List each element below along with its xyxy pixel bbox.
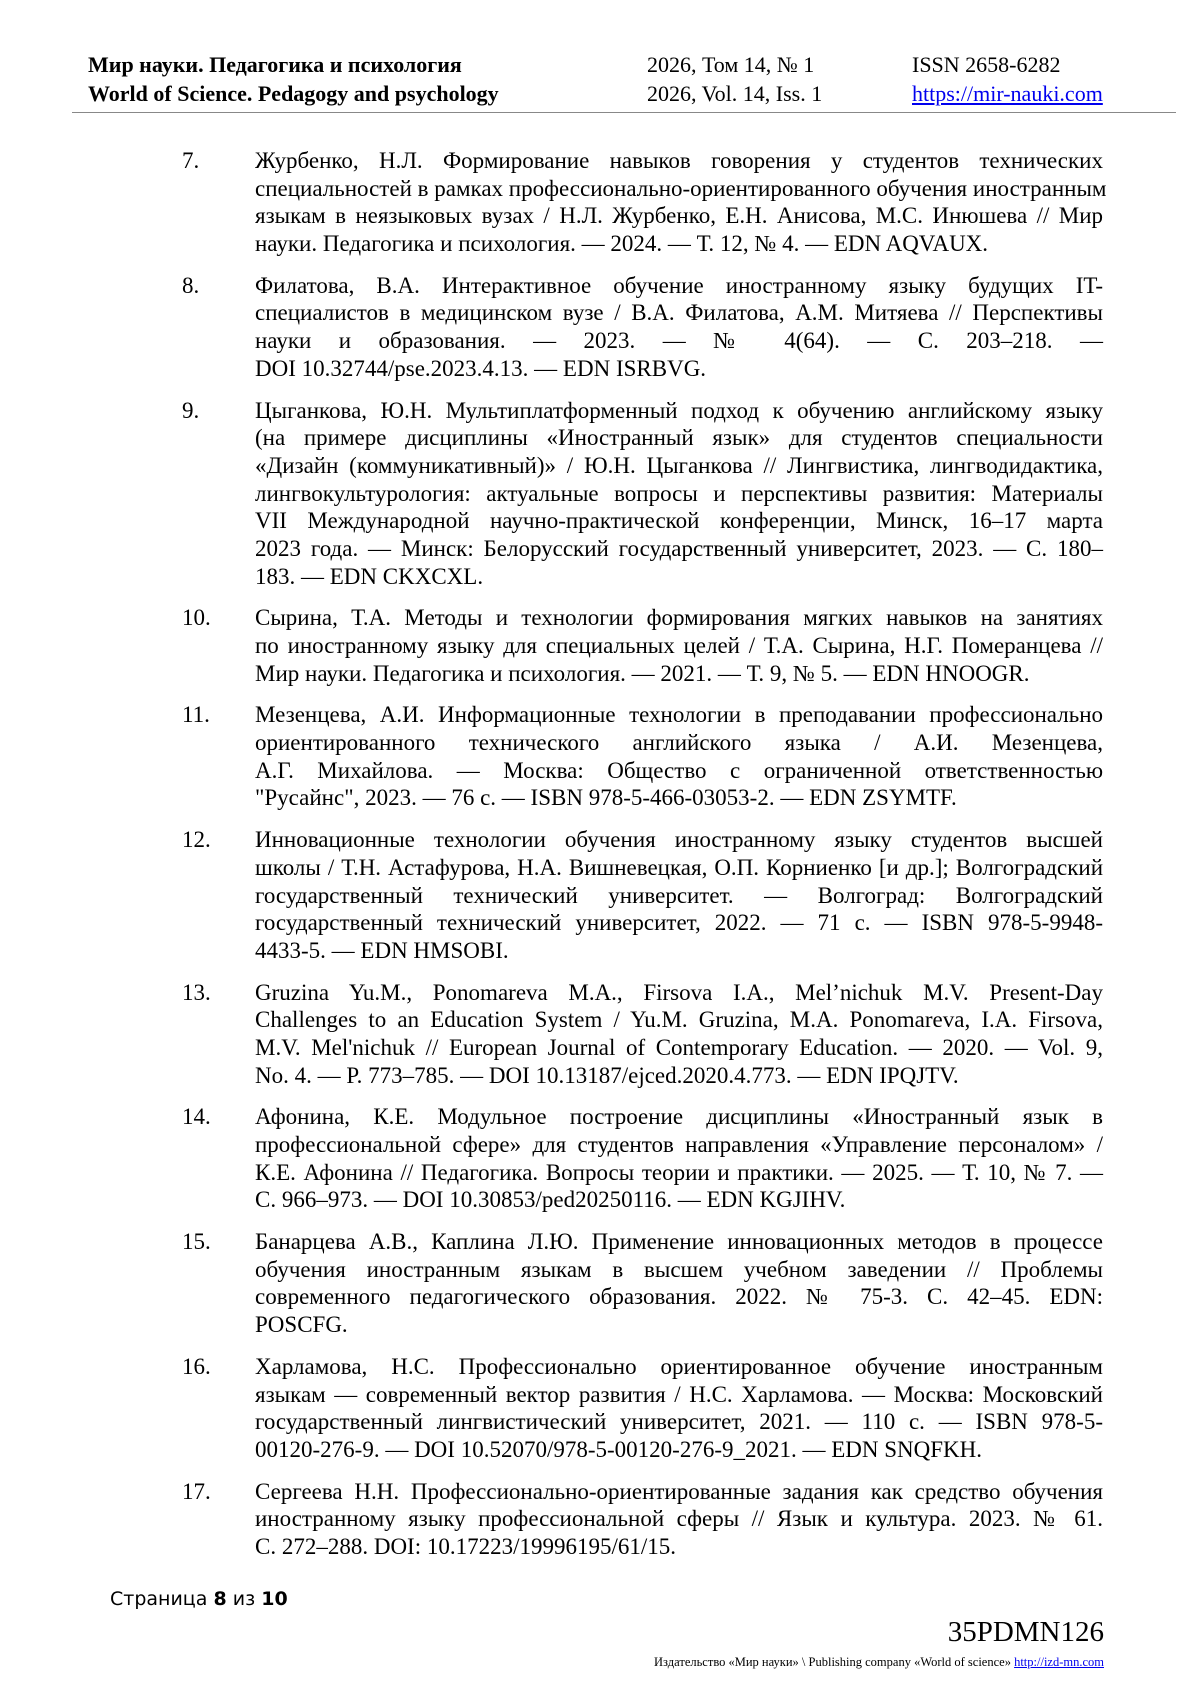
journal-title-ru: Мир науки. Педагогика и психология xyxy=(88,52,462,77)
reference-text xyxy=(255,826,1103,964)
reference-number: 14. xyxy=(182,1104,211,1130)
reference-line: Сергеева Н.Н. Профессионально-ориентированные задания как средство обучения xyxy=(255,1478,1103,1504)
reference-line: Харламова, Н.С. Профессионально ориентированное обучение иностранным xyxy=(255,1353,1103,1379)
reference-item xyxy=(0,701,1200,812)
reference-line: (на примере дисциплины «Иностранный язык» для студентов специальности xyxy=(255,425,1103,451)
reference-number: 10. xyxy=(182,605,211,631)
reference-line: специалистов в медицинском вузе / В.А. Филатова, А.М. Митяева // Перспективы xyxy=(255,300,1103,326)
reference-text xyxy=(255,1353,1103,1464)
page-current: 8 xyxy=(213,1588,227,1610)
issn-block xyxy=(912,50,1103,108)
page-total: 10 xyxy=(261,1588,288,1610)
reference-line: «Дизайн (коммуникативный)» / Ю.Н. Цыганкова // Лингвистика, лингводидактика, xyxy=(255,452,1103,478)
reference-number: 8. xyxy=(182,272,200,298)
reference-line: государственный технический университет. — Волгоград: Волгоградский xyxy=(255,882,1103,908)
issue-en: 2026, Vol. 14, Iss. 1 xyxy=(647,81,823,106)
reference-text xyxy=(255,1228,1103,1339)
reference-text xyxy=(255,147,1107,258)
issue-block xyxy=(647,50,822,108)
reference-line: по иностранному языку для специальных целей / Т.А. Сырина, Н.Г. Померанцева // xyxy=(255,633,1103,658)
reference-line: Сырина, Т.А. Методы и технологии формирования мягких навыков на занятиях xyxy=(255,605,1103,631)
reference-text xyxy=(255,397,1103,591)
reference-line: профессиональной сфере» для студентов направления «Управление персоналом» / xyxy=(255,1132,1103,1157)
issue-ru: 2026, Том 14, № 1 xyxy=(647,52,815,77)
journal-title-block xyxy=(88,50,499,108)
reference-line: науки. Педагогика и психология. — 2024. — Т. 12, № 4. — EDN AQVAUX. xyxy=(255,231,989,257)
publisher-text: Издательство «Мир науки» \ Publishing company «World of science» xyxy=(654,1655,1011,1669)
reference-line: Gruzina Yu.M., Ponomareva M.A., Firsova I.A., Mel’nichuk M.V. Present-Day xyxy=(255,979,1103,1005)
reference-line: современного педагогического образования. 2022. № 75-3. С. 42–45. EDN: xyxy=(255,1284,1103,1310)
publisher-line xyxy=(654,1655,1104,1670)
reference-line: Журбенко, Н.Л. Формирование навыков говорения у студентов технических xyxy=(255,148,1103,173)
reference-text xyxy=(255,1478,1103,1561)
reference-line: специальностей в рамках профессионально-ориентированного обучения иностранным xyxy=(255,175,1107,201)
reference-item xyxy=(0,979,1200,1090)
reference-line: Мезенцева, А.И. Информационные технологии в преподавании профессионально xyxy=(255,702,1103,728)
page-prefix: Страница xyxy=(110,1588,208,1610)
page-separator: из xyxy=(232,1588,256,1610)
reference-line: Мир науки. Педагогика и психология. — 2021. — Т. 9, № 5. — EDN HNOOGR. xyxy=(255,660,1030,686)
reference-line: школы / Т.Н. Астафурова, Н.А. Вишневецкая, О.П. Корниенко [и др.]; Волгоградский xyxy=(255,854,1103,880)
reference-line: 4433-5. — EDN HMSOBI. xyxy=(255,937,509,963)
reference-line: лингвокультурология: актуальные вопросы и перспективы развития: Материалы xyxy=(255,480,1103,506)
page-number xyxy=(110,1588,288,1610)
reference-line: Цыганкова, Ю.Н. Мультиплатформенный подход к обучению английскому языку xyxy=(255,397,1103,423)
reference-line: DOI 10.32744/pse.2023.4.13. — EDN ISRBVG. xyxy=(255,355,707,381)
reference-item xyxy=(0,826,1200,964)
reference-text xyxy=(255,979,1103,1090)
reference-line: государственный технический университет, 2022. — 71 с. — ISBN 978-5-9948- xyxy=(255,910,1103,936)
journal-url-link[interactable]: https://mir-nauki.com xyxy=(912,81,1103,106)
reference-line: государственный лингвистический университет, 2021. — 110 с. — ISBN 978-5- xyxy=(255,1409,1103,1435)
reference-line: Банарцева А.В., Каплина Л.Ю. Применение инновационных методов в процессе xyxy=(255,1229,1103,1255)
reference-item xyxy=(0,397,1200,591)
reference-line: No. 4. — P. 773–785. — DOI 10.13187/ejced.2020.4.773. — EDN IPQJTV. xyxy=(255,1062,959,1088)
reference-item xyxy=(0,272,1200,383)
reference-text xyxy=(255,1103,1103,1214)
reference-line: науки и образования. — 2023. — № 4(64). — С. 203–218. — xyxy=(255,328,1103,354)
reference-line: К.Е. Афонина // Педагогика. Вопросы теории и практики. — 2025. — Т. 10, № 7. — xyxy=(255,1159,1103,1185)
reference-line: ориентированного технического английского языка / А.И. Мезенцева, xyxy=(255,730,1103,756)
reference-text xyxy=(255,604,1103,687)
reference-line: 2023 года. — Минск: Белорусский государственный университет, 2023. — С. 180– xyxy=(255,535,1103,561)
reference-line: M.V. Mel'nichuk // European Journal of Contemporary Education. — 2020. — Vol. 9, xyxy=(255,1034,1103,1060)
reference-item xyxy=(0,1478,1200,1561)
reference-text xyxy=(255,272,1103,383)
publisher-link[interactable]: http://izd-mn.com xyxy=(1014,1655,1104,1669)
page-header xyxy=(72,50,1176,113)
reference-number: 11. xyxy=(182,702,210,728)
reference-item xyxy=(0,1353,1200,1464)
reference-item xyxy=(0,147,1200,258)
reference-text xyxy=(255,701,1103,812)
reference-line: А.Г. Михайлова. — Москва: Общество с ограниченной ответственностью xyxy=(255,757,1103,783)
reference-number: 15. xyxy=(182,1229,211,1255)
reference-item xyxy=(0,1228,1200,1339)
reference-line: Инновационные технологии обучения иностранному языку студентов высшей xyxy=(255,827,1103,853)
reference-line: 183. — EDN CKXCXL. xyxy=(255,563,484,589)
reference-line: Филатова, В.А. Интерактивное обучение иностранному языку будущих IT- xyxy=(255,272,1103,298)
reference-line: Афонина, К.Е. Модульное построение дисциплины «Иностранный язык в xyxy=(255,1104,1103,1130)
reference-number: 9. xyxy=(182,397,200,423)
reference-item xyxy=(0,604,1200,687)
reference-number: 16. xyxy=(182,1353,211,1379)
reference-line: Challenges to an Education System / Yu.M. Gruzina, M.A. Ponomareva, I.A. Firsova, xyxy=(255,1007,1103,1033)
reference-line: "Русайнс", 2023. — 76 с. — ISBN 978-5-466-03053-2. — EDN ZSYMTF. xyxy=(255,785,957,811)
reference-line: языкам — современный вектор развития / Н.С. Харламова. — Москва: Московский xyxy=(255,1381,1103,1407)
reference-line: С. 966–973. — DOI 10.30853/ped20250116. — EDN KGJIHV. xyxy=(255,1187,846,1213)
reference-line: 00120-276-9. — DOI 10.52070/978-5-00120-276-9_2021. — EDN SNQFKH. xyxy=(255,1436,983,1462)
reference-number: 13. xyxy=(182,979,211,1005)
reference-list xyxy=(0,147,1200,1575)
reference-line: POSCFG. xyxy=(255,1312,348,1338)
reference-line: языкам в неязыковых вузах / Н.Л. Журбенко, Е.Н. Анисова, М.С. Инюшева // Мир xyxy=(255,203,1103,229)
reference-number: 7. xyxy=(182,148,200,173)
reference-line: иностранному языку профессиональной сферы // Язык и культура. 2023. № 61. xyxy=(255,1506,1103,1532)
reference-number: 12. xyxy=(182,827,211,853)
reference-line: VII Международной научно-практической конференции, Минск, 16–17 марта xyxy=(255,508,1103,534)
reference-item xyxy=(0,1103,1200,1214)
article-code: 35PDMN126 xyxy=(947,1616,1104,1648)
journal-title-en: World of Science. Pedagogy and psychology xyxy=(88,81,499,106)
issn: ISSN 2658-6282 xyxy=(912,52,1061,77)
reference-number: 17. xyxy=(182,1478,211,1504)
reference-line: С. 272–288. DOI: 10.17223/19996195/61/15. xyxy=(255,1533,677,1559)
reference-line: обучения иностранным языкам в высшем учебном заведении // Проблемы xyxy=(255,1256,1103,1282)
